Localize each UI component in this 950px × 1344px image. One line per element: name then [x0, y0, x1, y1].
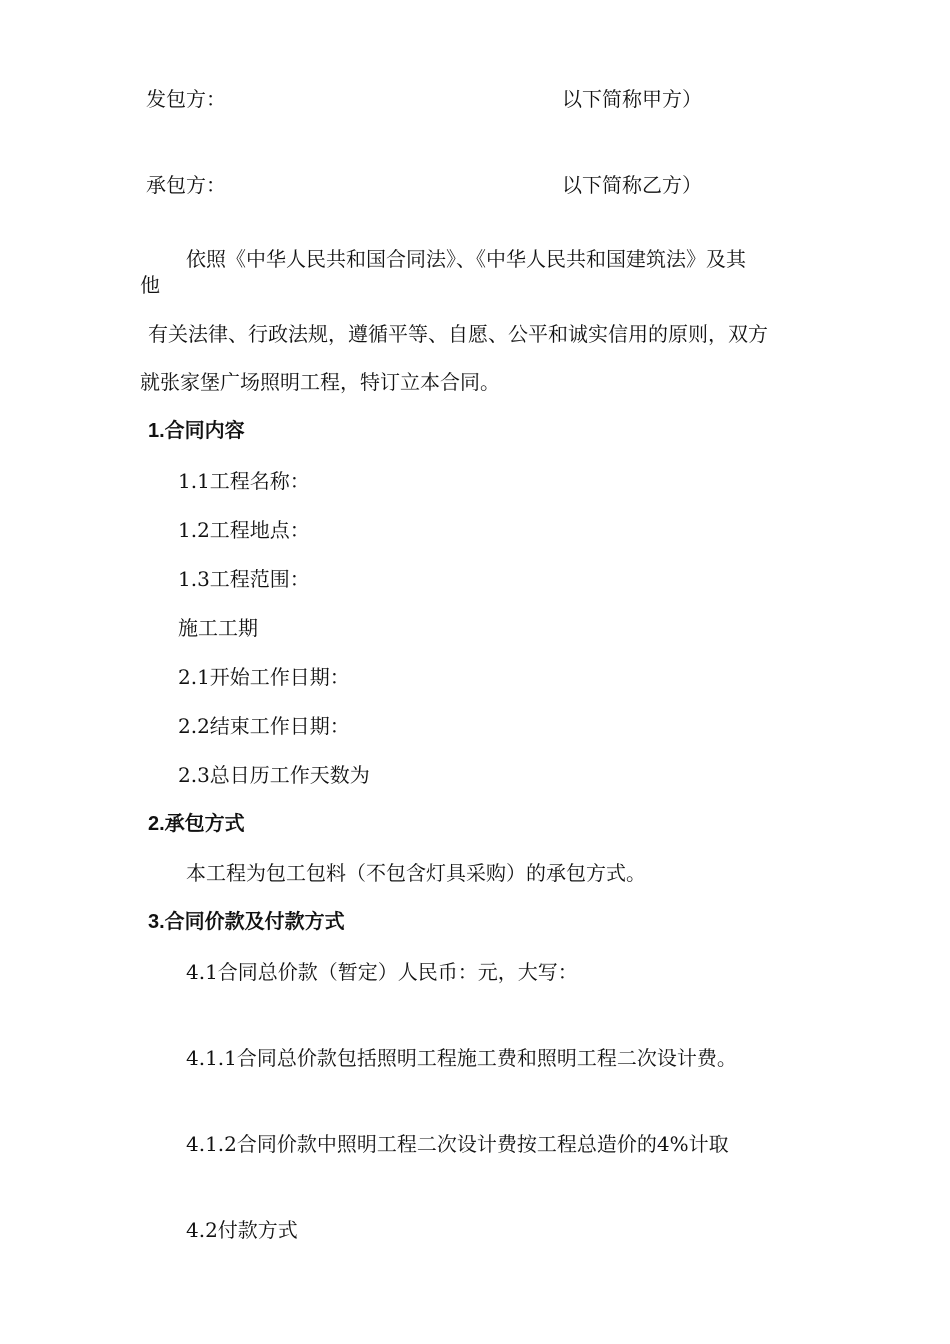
section-2-body: 本工程为包工包料（不包含灯具采购）的承包方式。: [186, 861, 646, 885]
contractor-label: 承包方：: [146, 173, 226, 197]
contractor-note: 以下简称乙方）: [562, 173, 702, 197]
employer-label: 发包方：: [146, 87, 226, 111]
section-2-heading: 2.承包方式: [148, 813, 245, 835]
intro-line-3: 就张家堡广场照明工程，特订立本合同。: [140, 370, 500, 394]
item-2-1: 2.1开始工作日期：: [178, 665, 350, 689]
section-3-heading: 3.合同价款及付款方式: [148, 911, 345, 933]
item-1-2: 1.2工程地点：: [178, 518, 310, 542]
intro-line-2: 有关法律、行政法规，遵循平等、自愿、公平和诚实信用的原则，双方: [148, 322, 768, 346]
item-4-2: 4.2付款方式: [186, 1218, 298, 1242]
item-4-1-2: 4.1.2合同价款中照明工程二次设计费按工程总造价的4%计取: [186, 1132, 729, 1156]
item-4-1-1: 4.1.1合同总价款包括照明工程施工费和照明工程二次设计费。: [186, 1046, 737, 1070]
item-1-3: 1.3工程范围：: [178, 567, 310, 591]
item-2-3: 2.3总日历工作天数为: [178, 763, 370, 787]
employer-note: 以下简称甲方）: [562, 87, 702, 111]
item-4-1: 4.1合同总价款（暂定）人民币：元，大写：: [186, 960, 578, 984]
intro-line-1: 依照《中华人民共和国合同法》、《中华人民共和国建筑法》及其: [186, 247, 746, 271]
section-1-heading: 1.合同内容: [148, 420, 245, 442]
item-1-1: 1.1工程名称：: [178, 469, 310, 493]
item-2-2: 2.2结束工作日期：: [178, 714, 350, 738]
intro-line-1-wrap: 他: [140, 273, 160, 297]
construction-period-subheading: 施工工期: [178, 616, 258, 640]
